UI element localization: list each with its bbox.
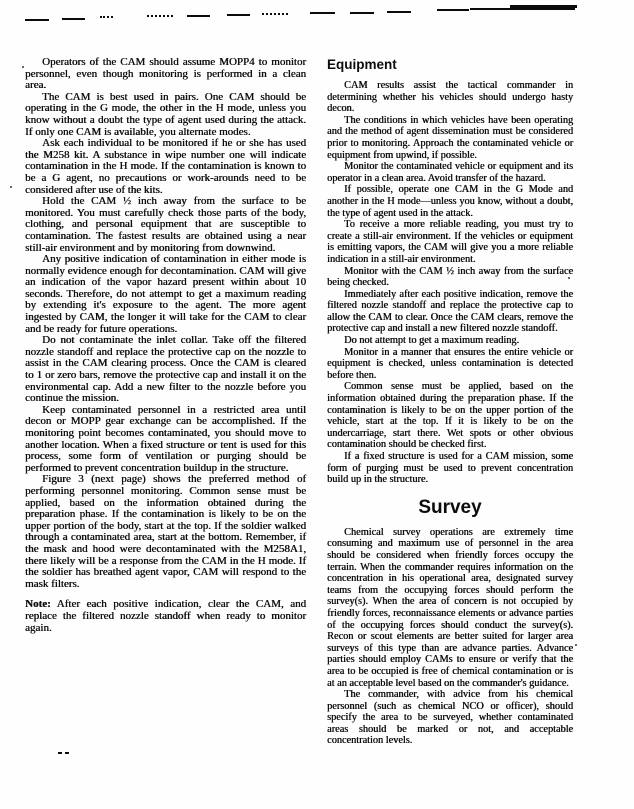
scan-dash [147, 15, 173, 17]
paragraph: If possible, operate one CAM in the G Mode and another in the H mode—unless you know, without a doubt, the type of agent used in the attack. [327, 184, 573, 219]
section-heading-survey: Survey [418, 496, 482, 518]
scan-dash [100, 16, 113, 18]
scan-dash [227, 14, 250, 16]
paragraph: Figure 3 (next page) shows the preferred method of performing personnel monitoring. Common sense must be applied, based on the information obtained during the preparation phase. If the contamination is likely to be on the upper portion of the body, start at the top. If the soldier walked through a contaminated area, start at the bottom. Remember, if the mask and hood were decontaminated with the M258A1, there likely will be a response from the CAM in the H mode. If the soldier has breathed agent vapor, CAM will respond to the mask filters. [25, 473, 306, 590]
paragraph: Ask each individual to be monitored if he or she has used the M258 kit. A substance in wipe number one will indicate contamination in the H mode. If the contamination is known to be a G agent, no precautions or work-arounds need to be considered after use of the kits. [25, 137, 306, 196]
equipment-paragraphs [327, 80, 573, 486]
paragraph: The conditions in which vehicles have been operating and the method of agent dissemination must be considered prior to monitoring. Approach the contaminated vehicle or equipment from upwind, if possible. [327, 114, 573, 161]
note [25, 599, 306, 634]
scan-dash [510, 5, 577, 8]
scan-dash [262, 13, 288, 15]
paragraph: Any positive indication of contamination in either mode is normally evidence enough for decontamination. CAM will give an indication of the vapor hazard present within about 10 seconds. Therefore, do not attempt to get a maximum reading by extending it's exposure to the agent. The more agent ingested by CAM, the longer it will take for the CAM to clear and be ready for future operations. [25, 253, 306, 335]
scan-speck [22, 66, 24, 68]
scan-dash [62, 18, 85, 20]
paragraph: Monitor with the CAM ½ inch away from the surface being checked. [327, 265, 573, 289]
section-heading-equipment: Equipment [327, 57, 397, 72]
scan-dash [25, 19, 49, 21]
scan-dash [187, 15, 210, 17]
paragraph: Do not contaminate the inlet collar. Take off the filtered nozzle standoff and replace the protective cap on the nozzle to assist in the CAM clearing process. Once the CAM is cleared to 1 or zero bars, remove the protective cap and install it on the environmental cap. Add a new filter to the nozzle before you continue the mission. [25, 334, 306, 405]
section-survey [327, 497, 573, 747]
paragraph: Common sense must be applied, based on the information obtained during the preparation phase. If the contamination is likely to be on the upper portion of the vehicle, start at the top. If it is likely to be on the undercarriage, start there. Wet spots or other obvious contamination should be checked first. [327, 381, 573, 451]
paragraph: CAM results assist the tactical commander in determining whether his vehicles should undergo hasty decon. [327, 80, 573, 115]
scan-speck [10, 186, 12, 188]
scan-dash [437, 9, 469, 11]
survey-paragraphs [327, 527, 573, 747]
note-label: Note: [25, 598, 51, 611]
paragraph: To receive a more reliable reading, you must try to create a still-air environment. If the vehicles or equipment is emitting vapors, the CAM will give you a more reliable indication in a still-air environment. [327, 219, 573, 265]
paragraph: Hold the CAM ½ inch away from the surface to be monitored. You must carefully check those parts of the body, clothing, and personal equipment that are susceptible to contamination. The fastest results are obtained using a near still-air environment and by monitoring from downwind. [25, 195, 306, 254]
scan-dash [470, 8, 575, 10]
scan-speck [575, 644, 577, 646]
scan-dash [350, 12, 374, 14]
paragraph: Monitor in a manner that ensures the entire vehicle or equipment is checked, unless contamination is detected before then. [327, 346, 573, 381]
section-equipment [327, 57, 573, 486]
left-column-paragraphs [25, 57, 306, 590]
scan-dash [65, 752, 69, 754]
paragraph: Monitor the contaminated vehicle or equipment and its operator in a clean area. Avoid transfer of the hazard. [327, 161, 573, 184]
scan-dash [387, 11, 411, 13]
note-text: After each positive indication, clear the CAM, and replace the filtered nozzle standoff when ready to monitor again. [25, 598, 306, 634]
paragraph: Operators of the CAM should assume MOPP4 to monitor personnel, even though monitoring is performed in a clean area. [25, 56, 306, 92]
paragraph: Chemical survey operations are extremely time consuming and maximum use of personnel in the area should be considered when friendly forces occupy the terrain. When the commander requires information on the concentration in his operational area, designated survey teams from the occupying forces should perform the survey(s). When the area of concern is not occupied by friendly forces, reconnaissance elements or advance parties of the occupying forces should conduct the survey(s). Recon or scout elements are better suited for larger area surveys of this type than are advance parties. Advance parties should employ CAMs to ensure or verify that the area to be occupied is free of chemical contamination or is at an acceptable level based on the commander's guidance. [327, 526, 573, 689]
paragraph: If a fixed structure is used for a CAM mission, some form of purging must be used to prevent concentration build up in the structure. [327, 451, 573, 486]
paragraph: Do not attempt to get a maximum reading. [344, 335, 520, 347]
scan-dash [58, 752, 62, 754]
left-column [25, 57, 306, 634]
paragraph: The CAM is best used in pairs. One CAM should be operating in the G mode, the other in the H mode, unless you know without a doubt the type of agent used during the attack. If only one CAM is available, you alternate modes. [25, 90, 306, 138]
paragraph: The commander, with advice from his chemical personnel (such as chemical NCO or officer), should specify the area to be surveyed, whether contaminated areas should be marked or not, and acceptable concentration levels. [327, 689, 573, 747]
scan-dash [310, 12, 335, 14]
paragraph: Immediately after each positive indication, remove the filtered nozzle standoff and replace the protective cap to allow the CAM to clear. Once the CAM clears, remove the protective cap and install a new filtered nozzle standoff. [327, 288, 573, 335]
right-column [327, 57, 573, 747]
paragraph: Keep contaminated personnel in a restricted area until decon or MOPP gear exchange can be accomplished. If the monitoring point becomes contaminated, you should move to another location. When a fixed structure or tent is used for this process, some form of ventilation or purging should be performed to prevent concentration buildup in the structure. [25, 403, 306, 474]
